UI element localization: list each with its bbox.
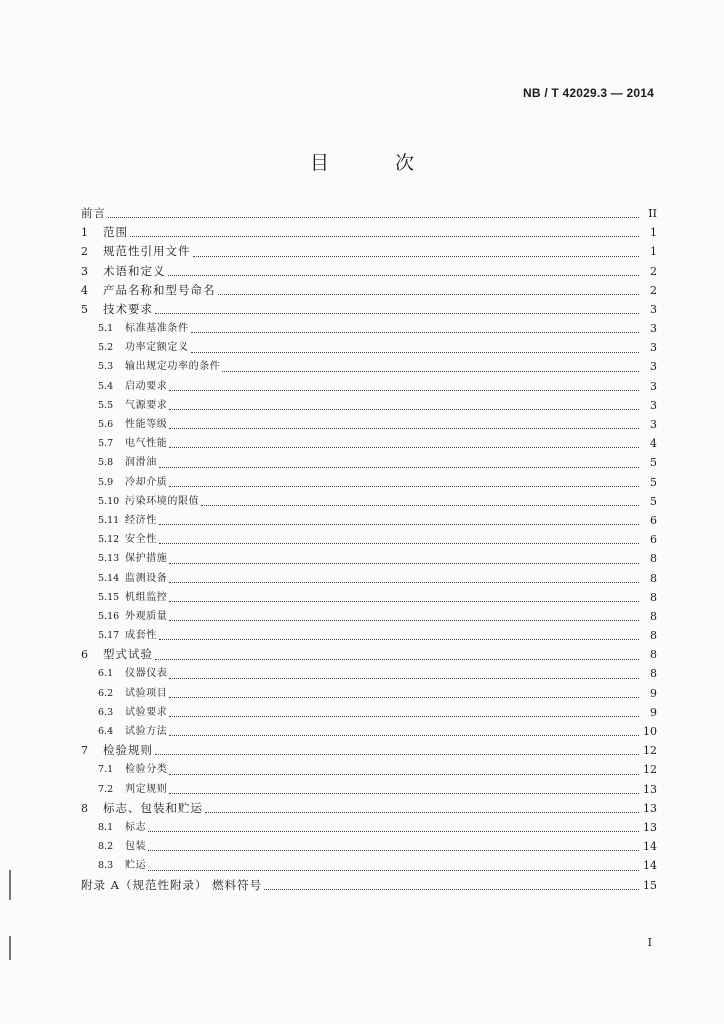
- dot-leader: [169, 734, 639, 736]
- toc-entry-number: 5.13: [98, 553, 120, 565]
- toc-entry-label: 经济性: [125, 514, 157, 526]
- toc-entry: [81, 511, 657, 530]
- table-of-contents: [81, 204, 657, 895]
- toc-entry-page: 8: [650, 552, 657, 566]
- toc-entry-page: 3: [650, 398, 657, 412]
- toc-entry: [81, 204, 657, 223]
- standard-code: NB / T 42029.3 — 2014: [523, 86, 654, 100]
- toc-entry: [81, 645, 657, 664]
- dot-leader: [205, 811, 639, 813]
- dot-leader: [169, 715, 639, 717]
- toc-entry: [81, 338, 657, 357]
- toc-entry-page: 8: [650, 609, 657, 623]
- toc-entry-page: 13: [643, 801, 657, 815]
- scan-margin-mark: [9, 936, 11, 960]
- toc-entry-number: 5.6: [98, 419, 114, 431]
- toc-entry-number: 6.1: [98, 668, 114, 680]
- toc-entry-number: 6: [81, 648, 88, 662]
- toc-entry-label: 检验规则: [103, 743, 153, 758]
- toc-entry-label: 安全性: [125, 534, 157, 546]
- toc-entry-label: 电气性能: [125, 438, 168, 450]
- toc-entry: [81, 799, 657, 818]
- toc-entry: [81, 837, 657, 856]
- dot-leader: [169, 600, 639, 602]
- toc-entry: [81, 684, 657, 703]
- toc-entry-number: 5.8: [98, 457, 114, 469]
- toc-entry-number: 4: [81, 283, 88, 297]
- toc-entry-label: 标准基准条件: [125, 323, 189, 335]
- dot-leader: [191, 331, 639, 333]
- toc-entry-page: II: [648, 206, 657, 220]
- toc-entry-label: 保护措施: [125, 553, 168, 565]
- toc-entry-number: 5.9: [98, 476, 114, 488]
- dot-leader: [169, 773, 639, 775]
- toc-entry-page: 2: [650, 264, 657, 278]
- dot-leader: [130, 235, 639, 237]
- toc-entry: [81, 665, 657, 684]
- toc-entry-page: 5: [650, 494, 657, 508]
- toc-entry-label: 前言: [81, 205, 106, 220]
- toc-entry-label: 污染环境的限值: [125, 495, 200, 507]
- toc-entry-page: 3: [650, 341, 657, 355]
- toc-entry-label: 范围: [103, 225, 128, 240]
- toc-entry: [81, 262, 657, 281]
- dot-leader: [168, 274, 640, 276]
- toc-entry-number: 5.10: [98, 495, 120, 507]
- toc-entry: [81, 319, 657, 338]
- toc-entry-number: 6.3: [98, 706, 114, 718]
- toc-entry-label: 外观质量: [125, 610, 168, 622]
- dot-leader: [155, 312, 639, 314]
- dot-leader: [191, 351, 639, 353]
- toc-entry: [81, 722, 657, 741]
- toc-entry: [81, 453, 657, 472]
- toc-entry-page: 8: [650, 590, 657, 604]
- toc-entry-page: 2: [650, 283, 657, 297]
- toc-entry-page: 3: [650, 360, 657, 374]
- toc-entry-label: 试验方法: [125, 726, 168, 738]
- toc-entry-page: 10: [643, 725, 657, 739]
- toc-entry: [81, 415, 657, 434]
- dot-leader: [108, 216, 639, 218]
- toc-entry-label: 冷却介质: [125, 476, 168, 488]
- toc-entry-page: 8: [650, 571, 657, 585]
- toc-entry: [81, 281, 657, 300]
- dot-leader: [169, 408, 639, 410]
- dot-leader: [169, 619, 639, 621]
- dot-leader: [218, 293, 640, 295]
- dot-leader: [159, 542, 639, 544]
- toc-entry-label: 功率定额定义: [125, 342, 189, 354]
- toc-entry-label: 润滑油: [125, 457, 157, 469]
- toc-entry: [81, 549, 657, 568]
- toc-entry-number: 5.14: [98, 572, 120, 584]
- toc-entry-number: 5.12: [98, 534, 120, 546]
- toc-entry-label: 输出规定功率的条件: [125, 361, 221, 373]
- toc-entry-page: 3: [650, 302, 657, 316]
- toc-entry-page: 1: [650, 226, 657, 240]
- dot-leader: [159, 523, 639, 525]
- toc-entry-label: 贮运: [125, 860, 147, 872]
- toc-entry-page: 13: [643, 820, 657, 834]
- toc-entry-number: 7.1: [98, 764, 114, 776]
- toc-entry-number: 5.4: [98, 380, 114, 392]
- dot-leader: [201, 504, 639, 506]
- toc-entry-number: 2: [81, 245, 88, 259]
- dot-leader: [148, 869, 639, 871]
- toc-entry: [81, 780, 657, 799]
- toc-entry: [81, 741, 657, 760]
- toc-entry-number: 5.17: [98, 630, 120, 642]
- dot-leader: [193, 255, 640, 257]
- dot-leader: [169, 485, 639, 487]
- toc-entry-label: 机组监控: [125, 591, 168, 603]
- toc-entry-number: 5: [81, 302, 88, 316]
- toc-entry-label: 检验分类: [125, 764, 168, 776]
- toc-entry: [81, 856, 657, 875]
- toc-entry-label: 试验要求: [125, 706, 168, 718]
- toc-entry-label: 气源要求: [125, 399, 168, 411]
- toc-entry: [81, 377, 657, 396]
- page-title: 目 次: [309, 152, 445, 174]
- toc-entry-page: 3: [650, 418, 657, 432]
- toc-entry-page: 6: [650, 513, 657, 527]
- scan-margin-mark: [9, 870, 11, 900]
- toc-entry-label: 试验项目: [125, 687, 168, 699]
- toc-entry-label: 启动要求: [125, 380, 168, 392]
- toc-entry-number: 5.15: [98, 591, 120, 603]
- toc-entry: [81, 626, 657, 645]
- toc-entry: [81, 569, 657, 588]
- toc-entry-page: 9: [650, 686, 657, 700]
- toc-entry-number: 5.16: [98, 610, 120, 622]
- toc-entry-page: 6: [650, 533, 657, 547]
- toc-entry: [81, 300, 657, 319]
- toc-entry-label: 附录 A（规范性附录） 燃料符号: [81, 877, 263, 892]
- toc-entry-page: 14: [643, 840, 657, 854]
- toc-entry: [81, 607, 657, 626]
- toc-entry: [81, 588, 657, 607]
- toc-entry-page: 4: [650, 437, 657, 451]
- toc-entry-page: 9: [650, 705, 657, 719]
- toc-entry: [81, 434, 657, 453]
- toc-entry: [81, 396, 657, 415]
- toc-entry-label: 型式试验: [103, 647, 153, 662]
- dot-leader: [148, 849, 639, 851]
- toc-entry-page: 13: [643, 782, 657, 796]
- dot-leader: [169, 562, 639, 564]
- toc-entry: [81, 530, 657, 549]
- dot-leader: [169, 792, 639, 794]
- dot-leader: [148, 830, 639, 832]
- toc-entry-number: 7: [81, 744, 88, 758]
- toc-entry-page: 15: [643, 878, 657, 892]
- toc-entry: [81, 876, 657, 895]
- toc-entry-number: 5.3: [98, 361, 114, 373]
- toc-entry-page: 14: [643, 859, 657, 873]
- toc-entry-page: 8: [650, 667, 657, 681]
- toc-entry: [81, 242, 657, 261]
- toc-entry-label: 性能等级: [125, 419, 168, 431]
- toc-entry-label: 判定规则: [125, 783, 168, 795]
- toc-entry-number: 8.2: [98, 841, 114, 853]
- toc-entry-page: 3: [650, 379, 657, 393]
- toc-entry-number: 5.2: [98, 342, 114, 354]
- toc-entry: [81, 818, 657, 837]
- toc-entry: [81, 492, 657, 511]
- toc-entry-label: 仪器仪表: [125, 668, 168, 680]
- toc-entry-label: 术语和定义: [103, 263, 166, 278]
- toc-entry-number: 5.11: [98, 514, 120, 526]
- dot-leader: [169, 427, 639, 429]
- toc-entry-page: 5: [650, 456, 657, 470]
- toc-entry-number: 6.4: [98, 726, 114, 738]
- toc-entry-number: 8: [81, 801, 88, 815]
- toc-entry-page: 12: [643, 744, 657, 758]
- dot-leader: [169, 389, 639, 391]
- toc-entry: [81, 473, 657, 492]
- dot-leader: [159, 638, 639, 640]
- toc-entry: [81, 223, 657, 242]
- dot-leader: [222, 370, 639, 372]
- toc-entry-page: 12: [643, 763, 657, 777]
- toc-entry-number: 3: [81, 264, 88, 278]
- dot-leader: [169, 677, 639, 679]
- dot-leader: [159, 466, 639, 468]
- toc-entry-number: 8.1: [98, 821, 114, 833]
- toc-entry: [81, 358, 657, 377]
- toc-entry-page: 5: [650, 475, 657, 489]
- toc-entry-label: 技术要求: [103, 301, 153, 316]
- toc-entry-label: 包装: [125, 841, 147, 853]
- toc-entry-label: 产品名称和型号命名: [103, 282, 216, 297]
- toc-entry-label: 规范性引用文件: [103, 244, 191, 259]
- toc-entry-page: 3: [650, 322, 657, 336]
- toc-entry-number: 7.2: [98, 783, 114, 795]
- toc-entry-label: 成套性: [125, 630, 157, 642]
- toc-entry-label: 监测设备: [125, 572, 168, 584]
- dot-leader: [169, 581, 639, 583]
- toc-entry-number: 8.3: [98, 860, 114, 872]
- toc-entry-label: 标志: [125, 821, 147, 833]
- dot-leader: [264, 888, 639, 890]
- dot-leader: [169, 696, 639, 698]
- toc-entry: [81, 703, 657, 722]
- toc-entry-label: 标志、包装和贮运: [103, 800, 203, 815]
- dot-leader: [155, 753, 639, 755]
- toc-entry-page: 8: [650, 648, 657, 662]
- toc-entry-page: 8: [650, 629, 657, 643]
- toc-entry-page: 1: [650, 245, 657, 259]
- toc-entry-number: 5.1: [98, 323, 114, 335]
- toc-entry-number: 1: [81, 226, 88, 240]
- toc-entry: [81, 760, 657, 779]
- toc-entry-number: 6.2: [98, 687, 114, 699]
- toc-entry-number: 5.7: [98, 438, 114, 450]
- toc-entry-number: 5.5: [98, 399, 114, 411]
- dot-leader: [155, 658, 639, 660]
- dot-leader: [169, 446, 639, 448]
- page-number: I: [647, 936, 652, 949]
